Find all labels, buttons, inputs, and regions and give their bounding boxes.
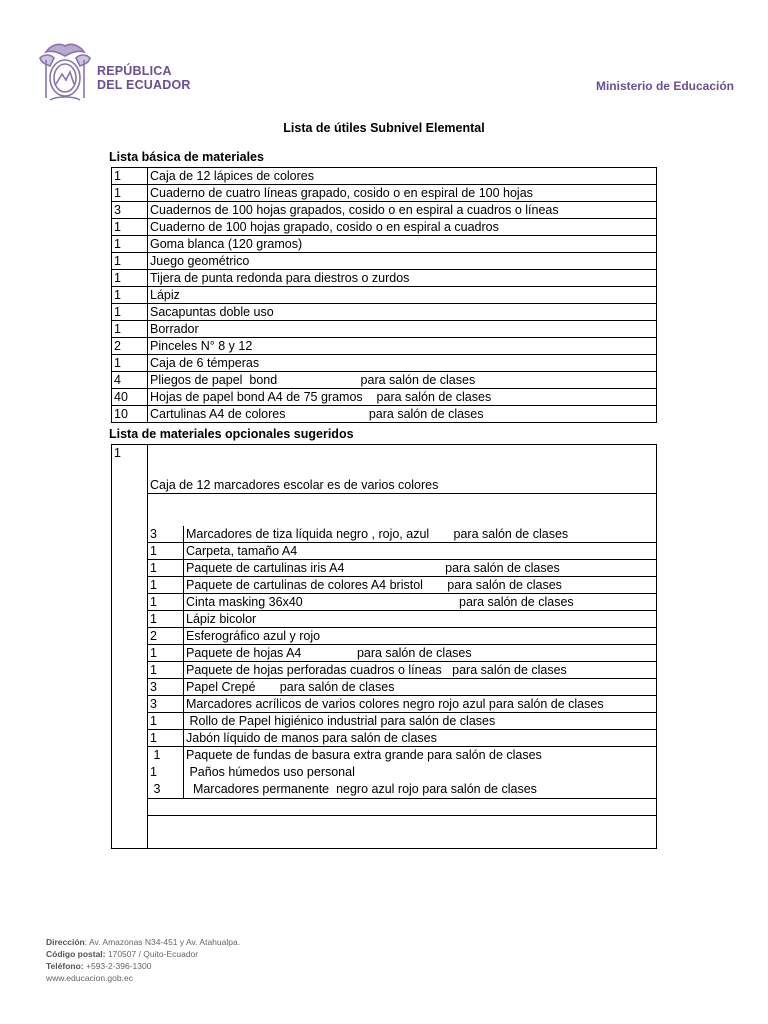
item-quantity: 2 [112,338,148,355]
basic-item-row [112,406,657,423]
item-quantity: 1 [148,662,184,679]
item-quantity: 3 [148,526,184,543]
optional-first-item: Caja de 12 marcadores escolar es de varios colores [148,477,656,494]
optional-item-row [148,713,656,730]
basic-item-row [112,270,657,287]
item-quantity: 2 [148,628,184,645]
item-description: Juego geométrico [148,253,657,270]
item-quantity: 1 [148,577,184,594]
optional-item-row [148,577,656,594]
item-description: Caja de 6 témperas [148,355,657,372]
blank-cell [148,799,656,816]
basic-materials-table [111,167,657,423]
item-quantity: 1 [150,748,161,762]
item-quantity: 4 [112,372,148,389]
item-description: Pinceles N° 8 y 12 [148,338,657,355]
optional-list-heading: Lista de materiales opcionales sugeridos [109,427,354,441]
footer-address-label: Dirección [46,937,85,947]
item-quantity: 1 [112,219,148,236]
item-quantity: 1 [148,594,184,611]
item-quantity: 3 [112,202,148,219]
optional-item-row [148,696,656,713]
item-description: Paquete de fundas de basura extra grande para salón de clases [186,748,542,762]
basic-item-row [112,338,657,355]
item-description: Rollo de Papel higiénico industrial para salón de clases [184,713,657,730]
item-description: Marcadores de tiza líquida negro , rojo, azul para salón de clases [184,526,657,543]
item-quantity: 1 [148,645,184,662]
item-description: Lápiz bicolor [184,611,657,628]
item-description: Marcadores permanente negro azul rojo para salón de clases [186,782,537,796]
basic-item-row [112,219,657,236]
item-quantity: 3 [148,679,184,696]
ecuador-coat-of-arms-icon [36,40,94,104]
item-quantity: 1 [148,560,184,577]
item-quantity: 1 [112,236,148,253]
item-description: Esferográfico azul y rojo [184,628,657,645]
item-quantity: 1 [112,355,148,372]
item-description: Borrador [148,321,657,338]
ministry-name: Ministerio de Educación [595,79,734,93]
optional-inner-cell [148,445,657,849]
item-description: Papel Crepé para salón de clases [184,679,657,696]
footer-postal: 170507 / Quito-Ecuador [105,949,199,959]
basic-item-row [112,304,657,321]
optional-item-row [148,662,656,679]
item-description: Cuaderno de cuatro líneas grapado, cosido o en espiral de 100 hojas [148,185,657,202]
document-title: Lista de útiles Subnivel Elemental [283,121,485,135]
item-description: Marcadores acrílicos de varios colores negro rojo azul para salón de clases [184,696,657,713]
basic-item-row [112,253,657,270]
optional-item-row [148,730,656,747]
optional-item-row [148,560,656,577]
optional-item-row [148,645,656,662]
item-description: Carpeta, tamaño A4 [184,543,657,560]
item-quantity: 1 [112,253,148,270]
item-description: Paquete de cartulinas iris A4 para salón de clases [184,560,657,577]
item-quantity: 1 [148,730,184,747]
multi-quantities [148,747,184,799]
basic-item-row [112,355,657,372]
optional-blank-row [148,799,656,816]
item-description: Cartulinas A4 de colores para salón de clases [148,406,657,423]
republic-line-1: REPÚBLICA [97,64,172,78]
basic-item-row [112,185,657,202]
optional-first-qty: 1 [112,445,148,849]
item-quantity: 1 [112,287,148,304]
item-quantity: 1 [112,321,148,338]
footer-contact [46,936,240,984]
item-quantity: 40 [112,389,148,406]
item-description: Paquete de hojas perforadas cuadros o líneas para salón de clases [184,662,657,679]
item-description: Goma blanca (120 gramos) [148,236,657,253]
item-quantity: 1 [150,765,157,779]
item-description: Caja de 12 lápices de colores [148,168,657,185]
optional-sub-table [148,526,656,816]
item-description: Cuaderno de 100 hojas grapado, cosido o en espiral a cuadros [148,219,657,236]
item-description: Pliegos de papel bond para salón de clases [148,372,657,389]
footer-website[interactable]: www.educacion.gob.ec [46,973,133,983]
item-description: Cinta masking 36x40 para salón de clases [184,594,657,611]
republic-line-2: DEL ECUADOR [97,78,191,92]
footer-phone: +593-2-396-1300 [83,961,152,971]
optional-item-row [148,594,656,611]
optional-item-row [148,543,656,560]
basic-item-row [112,287,657,304]
basic-item-row [112,168,657,185]
item-description: Paquete de hojas A4 para salón de clases [184,645,657,662]
item-quantity: 1 [112,168,148,185]
footer-address: : Av. Amazonas N34-451 y Av. Atahualpa. [84,937,241,947]
optional-item-row [148,679,656,696]
footer-postal-label: Código postal: [46,949,106,959]
item-quantity: 1 [148,713,184,730]
item-quantity: 10 [112,406,148,423]
basic-item-row [112,321,657,338]
optional-item-row [148,526,656,543]
item-description: Tijera de punta redonda para diestros o zurdos [148,270,657,287]
item-quantity: 1 [112,270,148,287]
item-description: Jabón líquido de manos para salón de clases [184,730,657,747]
optional-multi-row [148,747,656,799]
item-quantity: 1 [112,185,148,202]
basic-item-row [112,372,657,389]
optional-item-row [148,611,656,628]
basic-item-row [112,202,657,219]
item-description: Paquete de cartulinas de colores A4 bristol para salón de clases [184,577,657,594]
item-quantity: 1 [112,304,148,321]
item-description: Sacapuntas doble uso [148,304,657,321]
republic-logo-text [97,64,191,92]
item-quantity: 1 [148,543,184,560]
item-description: Paños húmedos uso personal [186,765,355,779]
optional-materials-table [111,444,657,849]
basic-item-row [112,236,657,253]
item-quantity: 3 [150,782,161,796]
footer-phone-label: Teléfono: [46,961,84,971]
item-description: Cuadernos de 100 hojas grapados, cosido o en espiral a cuadros o líneas [148,202,657,219]
item-description: Hojas de papel bond A4 de 75 gramos para salón de clases [148,389,657,406]
item-description: Lápiz [148,287,657,304]
basic-list-heading: Lista básica de materiales [109,150,264,164]
multi-descriptions [184,747,657,799]
item-quantity: 1 [148,611,184,628]
item-quantity: 3 [148,696,184,713]
optional-item-row [148,628,656,645]
basic-item-row [112,389,657,406]
